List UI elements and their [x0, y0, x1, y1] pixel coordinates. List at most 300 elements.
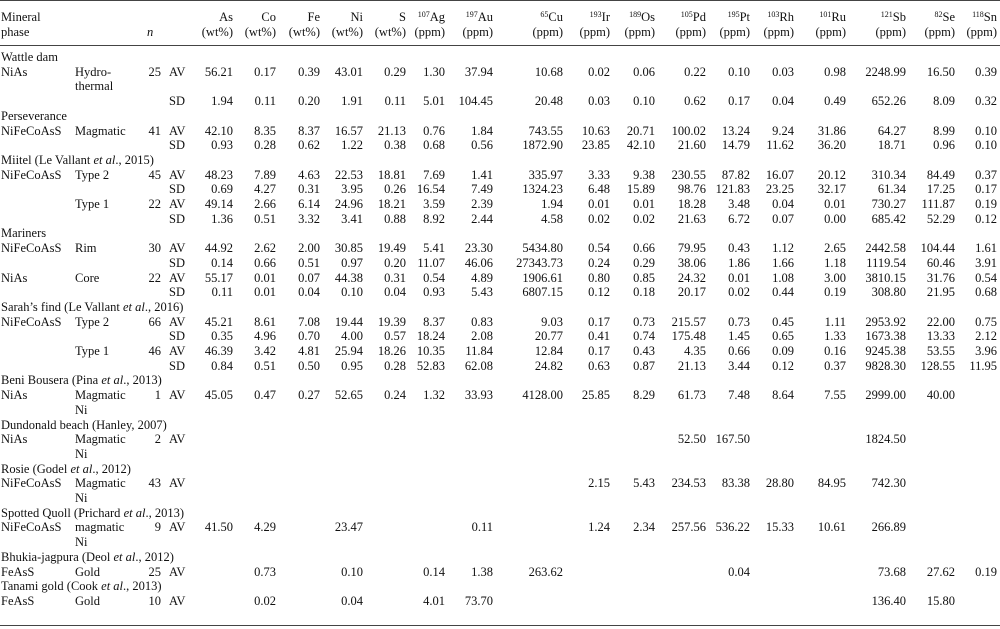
statistic-label: AV [169, 564, 186, 579]
section-title-part: Spotted Quoll (Prichard [1, 505, 124, 520]
table-cell: 0.62 [298, 138, 320, 153]
table-top-rule [0, 0, 1000, 1]
table-cell: 3.95 [341, 182, 363, 197]
table-cell: 21.13 [677, 358, 706, 373]
table-cell: 0.69 [211, 182, 233, 197]
sample-count: 10 [148, 593, 161, 608]
table-cell: 5.41 [423, 241, 445, 256]
table-cell: 104.45 [458, 94, 493, 109]
table-cell: 0.66 [254, 255, 276, 270]
table-cell: 2.62 [254, 241, 276, 256]
table-cell: 3.41 [341, 211, 363, 226]
table-cell: 2442.58 [865, 241, 906, 256]
table-cell: 0.51 [298, 255, 320, 270]
mineral-phase: NiFeCoAsS [1, 476, 62, 491]
table-cell: 0.01 [254, 285, 276, 300]
table-cell: 27343.73 [516, 255, 563, 270]
table-cell: 2.65 [824, 241, 846, 256]
statistic-label: AV [169, 314, 186, 329]
phase-type: Magmatic [75, 476, 126, 491]
table-cell: 0.07 [298, 270, 320, 285]
statistic-label: AV [169, 241, 186, 256]
table-cell: 1.08 [772, 270, 794, 285]
table-cell: 0.37 [824, 358, 846, 373]
sample-count: 22 [148, 197, 161, 211]
table-cell: 15.80 [926, 593, 955, 608]
sample-count: 1 [154, 388, 161, 403]
table-cell: 23.47 [334, 520, 363, 535]
table-cell: 0.73 [633, 314, 655, 329]
table-cell: 0.28 [254, 138, 276, 153]
table-cell: 0.65 [772, 329, 794, 344]
section-title-part: Sarah’s find (Le Vallant [1, 299, 123, 314]
table-cell: 43.01 [334, 64, 363, 79]
isotope-mass: 189 [629, 10, 642, 19]
statistic-label: AV [169, 64, 186, 79]
table-cell: 0.03 [588, 94, 610, 109]
column-unit: (ppm) [875, 25, 906, 39]
header-mineral-label: Mineral [1, 10, 41, 24]
table-cell: 0.51 [254, 358, 276, 373]
element-symbol: Se [942, 10, 955, 24]
section-title [1, 109, 67, 123]
table-cell: 0.01 [633, 197, 655, 211]
element-symbol: Pd [692, 10, 706, 24]
table-cell: 0.95 [341, 358, 363, 373]
section-title-part: et al [101, 373, 124, 388]
table-cell: 1.33 [824, 329, 846, 344]
table-cell: 0.10 [341, 564, 363, 579]
sample-count: 22 [148, 270, 161, 285]
table-cell: 22.53 [334, 167, 363, 182]
table-cell: 1.86 [728, 255, 750, 270]
isotope-mass: 105 [680, 10, 693, 19]
section-title-part: Tanami gold (Cook [1, 579, 102, 594]
table-cell: 0.54 [975, 270, 997, 285]
column-header-pt [708, 10, 750, 24]
mineral-phase: NiAs [1, 270, 28, 285]
sample-count: 25 [148, 64, 161, 79]
statistic-label: SD [169, 182, 185, 197]
table-cell: 42.10 [204, 123, 233, 138]
table-cell: 27.62 [926, 564, 955, 579]
table-cell: 0.98 [824, 64, 846, 79]
table-cell: 9245.38 [865, 344, 906, 358]
table-cell: 36.20 [817, 138, 846, 153]
section-title-part: et al [93, 152, 116, 167]
table-cell: 0.10 [728, 64, 750, 79]
table-cell: 5.01 [423, 94, 445, 109]
table-cell: 18.26 [377, 344, 406, 358]
table-cell: 0.11 [254, 94, 276, 109]
table-cell: 1872.90 [522, 138, 563, 153]
phase-type: Magmatic [75, 388, 126, 403]
table-cell: 7.08 [298, 314, 320, 329]
table-cell: 2.12 [975, 329, 997, 344]
column-header-ag [403, 10, 445, 24]
table-cell: 1.38 [471, 564, 493, 579]
table-cell: 52.29 [926, 211, 955, 226]
table-cell: 4.00 [341, 329, 363, 344]
table-cell: 0.93 [423, 285, 445, 300]
table-cell: 42.10 [626, 138, 655, 153]
table-cell: 0.02 [633, 211, 655, 226]
table-cell: 5.43 [633, 476, 655, 491]
table-cell: 6807.15 [522, 285, 563, 300]
mineral-phase: NiFeCoAsS [1, 520, 62, 535]
element-symbol: Cu [548, 10, 563, 24]
table-cell: 0.04 [298, 285, 320, 300]
element-symbol: Ir [601, 10, 610, 24]
table-cell: 22.00 [926, 314, 955, 329]
table-cell: 8.09 [933, 94, 955, 109]
column-unit: (ppm) [579, 25, 610, 39]
column-unit: (ppm) [624, 25, 655, 39]
table-cell: 0.83 [471, 314, 493, 329]
table-cell: 13.24 [721, 123, 750, 138]
column-unit: (ppm) [815, 25, 846, 39]
table-cell: 9828.30 [865, 358, 906, 373]
table-cell: 0.93 [211, 138, 233, 153]
statistic-label: AV [169, 476, 186, 491]
table-cell: 1.66 [772, 255, 794, 270]
column-unit: (wt%) [374, 25, 406, 39]
isotope-mass: 195 [727, 10, 740, 19]
element-symbol: Sn [983, 10, 997, 24]
table-cell: 8.35 [254, 123, 276, 138]
column-unit: (ppm) [719, 25, 750, 39]
table-cell: 0.11 [211, 285, 233, 300]
table-cell: 18.24 [416, 329, 445, 344]
column-unit: (wt%) [201, 25, 233, 39]
table-cell: 21.63 [677, 211, 706, 226]
table-cell: 1.45 [728, 329, 750, 344]
table-cell: 48.23 [204, 167, 233, 182]
section-title-part: et al [101, 579, 124, 594]
statistic-label: AV [169, 123, 186, 138]
table-cell: 0.14 [423, 564, 445, 579]
section-title [1, 373, 162, 387]
table-cell: 44.92 [204, 241, 233, 256]
column-unit: (ppm) [532, 25, 563, 39]
table-cell: 10.68 [534, 64, 563, 79]
table-cell: 0.01 [728, 270, 750, 285]
isotope-mass: 103 [767, 10, 780, 19]
table-cell: 685.42 [871, 211, 906, 226]
table-cell: 0.06 [633, 64, 655, 79]
table-cell: 0.32 [975, 94, 997, 109]
table-cell: 0.20 [384, 255, 406, 270]
table-cell: 3.33 [588, 167, 610, 182]
table-cell: 32.17 [817, 182, 846, 197]
table-cell: 0.02 [728, 285, 750, 300]
section-title-part: ., 2015) [115, 152, 154, 167]
table-cell: 64.27 [877, 123, 906, 138]
statistic-label: SD [169, 255, 185, 270]
table-cell: 52.65 [334, 388, 363, 403]
table-cell: 0.74 [633, 329, 655, 344]
phase-type: Gold [75, 593, 100, 608]
table-cell: 30.85 [334, 241, 363, 256]
table-cell: 0.41 [588, 329, 610, 344]
table-cell: 14.79 [721, 138, 750, 153]
table-cell: 0.62 [684, 94, 706, 109]
column-header-fe [280, 10, 320, 24]
statistic-label: AV [169, 388, 186, 403]
table-cell: 49.14 [204, 197, 233, 211]
table-cell: 28.80 [765, 476, 794, 491]
sample-count: 9 [154, 520, 161, 535]
table-cell: 2.15 [588, 476, 610, 491]
table-cell: 21.95 [926, 285, 955, 300]
table-cell: 1.94 [211, 94, 233, 109]
table-cell: 0.97 [341, 255, 363, 270]
element-symbol: Ni [350, 10, 363, 24]
phase-type: Magmatic [75, 432, 126, 447]
table-cell: 0.04 [341, 593, 363, 608]
table-cell: 4.89 [471, 270, 493, 285]
table-cell: 6.48 [588, 182, 610, 197]
table-cell: 24.82 [534, 358, 563, 373]
column-unit: (ppm) [675, 25, 706, 39]
table-cell: 1.22 [341, 138, 363, 153]
table-cell: 652.26 [871, 94, 906, 109]
table-cell: 0.16 [824, 344, 846, 358]
column-header-cu [495, 10, 563, 24]
table-cell: 6.72 [728, 211, 750, 226]
section-title-part: Rosie (Godel [1, 461, 71, 476]
sample-count: 46 [148, 344, 161, 358]
section-title-part: ., 2012) [135, 549, 174, 564]
table-cell: 0.47 [254, 388, 276, 403]
statistic-label: AV [169, 197, 186, 211]
table-cell: 335.97 [528, 167, 563, 182]
section-title [1, 418, 167, 432]
table-cell: 16.57 [334, 123, 363, 138]
table-cell: 9.24 [772, 123, 794, 138]
table-cell: 0.17 [975, 182, 997, 197]
table-cell: 536.22 [715, 520, 750, 535]
table-cell: 8.64 [772, 388, 794, 403]
table-cell: 52.50 [677, 432, 706, 447]
header-n-label: n [147, 25, 154, 39]
table-cell: 0.57 [384, 329, 406, 344]
table-cell: 0.38 [384, 138, 406, 153]
table-cell: 0.39 [975, 64, 997, 79]
phase-type: magmatic [75, 520, 125, 535]
element-symbol: Os [641, 10, 655, 24]
table-cell: 0.51 [254, 211, 276, 226]
table-cell: 0.50 [298, 358, 320, 373]
table-cell: 1.41 [471, 167, 493, 182]
isotope-mass: 193 [589, 10, 602, 19]
table-cell: 0.70 [298, 329, 320, 344]
element-symbol: Fe [307, 10, 320, 24]
statistic-label: SD [169, 211, 185, 226]
table-cell: 73.68 [877, 564, 906, 579]
section-title [1, 50, 58, 64]
table-cell: 7.89 [254, 167, 276, 182]
table-cell: 0.14 [211, 255, 233, 270]
table-cell: 0.68 [975, 285, 997, 300]
mineral-phase: FeAsS [1, 593, 35, 608]
table-cell: 2.00 [298, 241, 320, 256]
table-cell: 55.17 [204, 270, 233, 285]
isotope-mass: 82 [934, 10, 943, 19]
column-header-ir [568, 10, 610, 24]
table-cell: 0.35 [211, 329, 233, 344]
statistic-label: SD [169, 329, 185, 344]
phase-type: Hydro- [75, 64, 112, 79]
table-cell: 17.25 [926, 182, 955, 197]
table-cell: 0.43 [728, 241, 750, 256]
mineral-phase: NiAs [1, 388, 28, 403]
table-cell: 11.62 [766, 138, 794, 153]
table-cell: 15.33 [765, 520, 794, 535]
element-symbol: Ag [429, 10, 445, 24]
table-cell: 0.44 [772, 285, 794, 300]
sample-count: 25 [148, 564, 161, 579]
table-cell: 45.21 [204, 314, 233, 329]
table-cell: 0.01 [254, 270, 276, 285]
sample-count: 43 [148, 476, 161, 491]
table-cell: 0.85 [633, 270, 655, 285]
table-cell: 11.84 [465, 344, 493, 358]
table-cell: 0.10 [975, 123, 997, 138]
column-unit: (wt%) [331, 25, 363, 39]
table-cell: 1.11 [824, 314, 846, 329]
table-cell: 1.61 [975, 241, 997, 256]
header-phase-label: phase [1, 25, 30, 39]
table-cell: 24.32 [677, 270, 706, 285]
phase-type: Gold [75, 564, 100, 579]
table-cell: 15.89 [626, 182, 655, 197]
section-title-part: Mariners [1, 226, 47, 241]
column-header-se [909, 10, 955, 24]
table-cell: 0.73 [728, 314, 750, 329]
table-cell: 0.56 [471, 138, 493, 153]
section-title-part: Dundonald beach (Hanley, 2007) [1, 417, 167, 432]
table-cell: 83.38 [721, 476, 750, 491]
section-title [1, 506, 184, 520]
table-cell: 0.88 [384, 211, 406, 226]
statistic-label: AV [169, 432, 186, 447]
statistic-label: AV [169, 593, 186, 608]
table-cell: 16.07 [765, 167, 794, 182]
table-cell: 0.02 [254, 593, 276, 608]
column-unit: (ppm) [414, 25, 445, 39]
table-cell: 4.29 [254, 520, 276, 535]
table-cell: 0.29 [384, 64, 406, 79]
table-cell: 7.55 [824, 388, 846, 403]
table-cell: 10.61 [817, 520, 846, 535]
table-cell: 0.80 [588, 270, 610, 285]
column-unit: (wt%) [244, 25, 276, 39]
table-cell: 0.18 [633, 285, 655, 300]
table-cell: 23.85 [581, 138, 610, 153]
table-cell: 2.34 [633, 520, 655, 535]
table-cell: 1119.54 [866, 255, 906, 270]
table-cell: 23.30 [464, 241, 493, 256]
table-cell: 38.06 [677, 255, 706, 270]
table-cell: 52.83 [416, 358, 445, 373]
table-cell: 1.84 [471, 123, 493, 138]
mineral-phase: NiFeCoAsS [1, 123, 62, 138]
table-cell: 175.48 [671, 329, 706, 344]
table-cell: 0.10 [975, 138, 997, 153]
table-cell: 0.17 [254, 64, 276, 79]
column-header-rh [752, 10, 794, 24]
table-cell: 9.38 [633, 167, 655, 182]
mineral-phase: NiFeCoAsS [1, 314, 62, 329]
statistic-label: SD [169, 285, 185, 300]
table-cell: 8.29 [633, 388, 655, 403]
table-cell: 0.87 [633, 358, 655, 373]
table-cell: 5.43 [471, 285, 493, 300]
statistic-label: AV [169, 520, 186, 535]
isotope-mass: 121 [880, 10, 893, 19]
statistic-label: AV [169, 344, 186, 358]
phase-type: Type 2 [75, 314, 110, 329]
table-cell: 16.50 [926, 64, 955, 79]
table-cell: 31.76 [926, 270, 955, 285]
column-unit: (ppm) [924, 25, 955, 39]
table-cell: 0.26 [384, 182, 406, 197]
table-cell: 73.70 [464, 593, 493, 608]
table-cell: 61.73 [677, 388, 706, 403]
table-cell: 56.21 [204, 64, 233, 79]
column-unit: (ppm) [966, 25, 997, 39]
table-cell: 0.28 [384, 358, 406, 373]
section-title-part: ., 2012) [92, 461, 131, 476]
table-cell: 21.60 [677, 138, 706, 153]
statistic-label: AV [169, 167, 186, 182]
table-cell: 0.19 [975, 564, 997, 579]
table-cell: 7.49 [471, 182, 493, 197]
table-cell: 12.84 [534, 344, 563, 358]
phase-type: Type 2 [75, 167, 110, 182]
table-cell: 19.44 [334, 314, 363, 329]
sample-count: 30 [148, 241, 161, 256]
header-bottom-rule [0, 45, 1000, 46]
table-cell: 44.38 [334, 270, 363, 285]
mineral-phase: NiFeCoAsS [1, 241, 62, 256]
table-cell: 46.39 [204, 344, 233, 358]
table-cell: 0.17 [588, 314, 610, 329]
table-cell: 0.17 [588, 344, 610, 358]
table-cell: 3.96 [975, 344, 997, 358]
statistic-label: SD [169, 138, 185, 153]
table-cell: 0.24 [384, 388, 406, 403]
sample-count: 66 [148, 314, 161, 329]
table-cell: 24.96 [334, 197, 363, 211]
table-cell: 23.25 [765, 182, 794, 197]
table-cell: 3810.15 [865, 270, 906, 285]
column-header-s [366, 10, 406, 24]
table-cell: 25.94 [334, 344, 363, 358]
table-cell: 230.55 [671, 167, 706, 182]
table-cell: 18.21 [377, 197, 406, 211]
statistic-label: SD [169, 94, 185, 109]
table-cell: 2.08 [471, 329, 493, 344]
table-cell: 8.61 [254, 314, 276, 329]
section-title-part: Perseverance [1, 108, 67, 123]
statistic-label: SD [169, 358, 185, 373]
column-header-co [236, 10, 276, 24]
table-cell: 45.05 [204, 388, 233, 403]
element-symbol: Au [477, 10, 493, 24]
table-cell: 19.39 [377, 314, 406, 329]
